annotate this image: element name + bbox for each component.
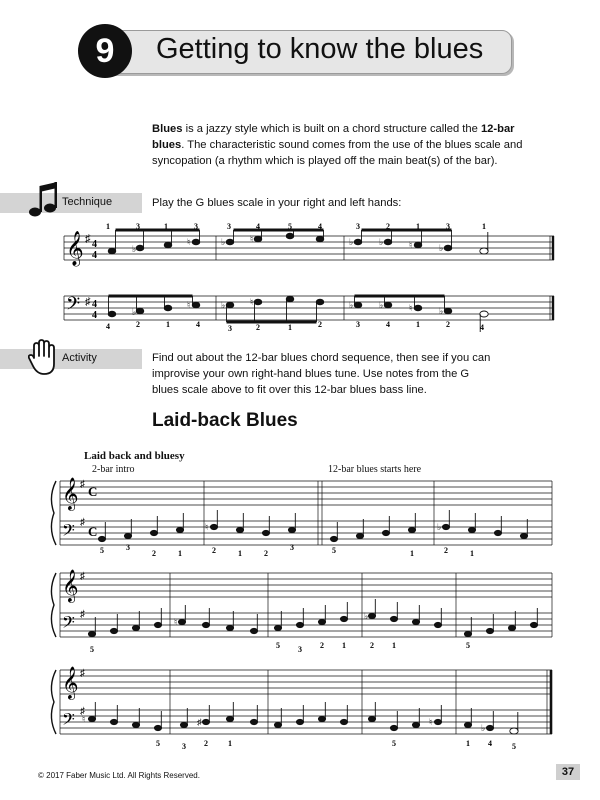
fingering-number: 2 (444, 546, 448, 555)
fingering-number: 2 (446, 320, 450, 329)
fingering-number: 5 (512, 742, 516, 751)
system-1 (60, 481, 552, 545)
svg-text:𝄞: 𝄞 (62, 668, 79, 699)
fingering-number: 3 (136, 222, 140, 231)
svg-text:𝄞: 𝄞 (62, 479, 79, 510)
page-title: Getting to know the blues (156, 33, 484, 65)
page-number: 37 (556, 764, 580, 780)
fingering-number: 2 (204, 739, 208, 748)
key-signature: ♯ (85, 233, 91, 245)
svg-text:𝄢: 𝄢 (62, 711, 75, 733)
svg-text:4: 4 (92, 299, 97, 310)
svg-text:4: 4 (92, 239, 97, 250)
fingering-number: 1 (166, 320, 170, 329)
fingering-number: 2 (136, 320, 140, 329)
fingering-number: 2 (212, 546, 216, 555)
fingering-number: 1 (392, 641, 396, 650)
svg-text:4: 4 (92, 250, 97, 261)
fingering-number: 4 (256, 222, 260, 231)
fingering-number: 2 (152, 549, 156, 558)
svg-text:♮: ♮ (174, 617, 178, 627)
svg-text:♭: ♭ (132, 307, 137, 317)
system-3-notes (88, 702, 518, 734)
fingering-number: 4 (106, 322, 110, 331)
fingering-number: 2 (256, 323, 260, 332)
svg-text:𝄢: 𝄢 (62, 522, 75, 544)
fingering-number: 1 (228, 739, 232, 748)
svg-text:♯: ♯ (80, 668, 85, 679)
fingering-number: 2 (318, 320, 322, 329)
svg-text:♭: ♭ (221, 237, 226, 247)
fingering-number: 3 (356, 222, 360, 231)
fingering-number: 3 (194, 222, 198, 231)
copyright-notice: © 2017 Faber Music Ltd. All Rights Reserved. (38, 771, 200, 780)
svg-text:C: C (88, 484, 98, 499)
svg-text:♯: ♯ (80, 479, 85, 490)
technique-tab-label: Technique (62, 196, 113, 208)
svg-text:♭: ♭ (364, 611, 369, 621)
fingering-number: 3 (126, 543, 130, 552)
chapter-number: 9 (78, 24, 132, 78)
system-2-fingering (90, 641, 470, 654)
svg-text:♭: ♭ (379, 300, 384, 310)
svg-text:♭: ♭ (439, 243, 444, 253)
svg-text:♮: ♮ (187, 237, 191, 247)
svg-text:♭: ♭ (349, 237, 354, 247)
fingering-number: 1 (342, 641, 346, 650)
fingering-number: 1 (238, 549, 242, 558)
fingering-number: 5 (332, 546, 336, 555)
fingering-number: 2 (386, 222, 390, 231)
fingering-number: 5 (392, 739, 396, 748)
svg-text:♮: ♮ (82, 714, 86, 724)
svg-text:𝄞: 𝄞 (62, 571, 79, 602)
fingering-number: 1 (466, 739, 470, 748)
svg-text:♭: ♭ (379, 237, 384, 247)
svg-text:♮: ♮ (409, 240, 413, 250)
bass-clef: 𝄢 (66, 293, 81, 318)
fingering-number: 5 (276, 641, 280, 650)
fingering-number: 2 (264, 549, 268, 558)
fingering-number: 1 (178, 549, 182, 558)
svg-text:♮: ♮ (250, 234, 254, 244)
fingering-number: 4 (196, 320, 200, 329)
svg-text:♭: ♭ (221, 300, 226, 310)
svg-text:♯: ♯ (80, 571, 85, 582)
fingering-number: 1 (288, 323, 292, 332)
svg-text:C: C (88, 524, 98, 539)
fingering-number: 2 (320, 641, 324, 650)
fingering-number: 1 (164, 222, 168, 231)
fingering-number: 1 (106, 222, 110, 231)
activity-text: Find out about the 12-bar blues chord sequence, then see if you can improvise your own right-hand blues tune. Use notes from the G blues scale above to fit over this 12-bar blues bass line. (152, 352, 491, 396)
svg-text:♯: ♯ (85, 296, 91, 308)
fingering-number: 2 (370, 641, 374, 650)
svg-text:𝄢: 𝄢 (62, 614, 75, 636)
fingering-number: 3 (182, 742, 186, 751)
fingering-number: 3 (228, 324, 232, 333)
intro-text-2: . The characteristic sound comes from the use of the blues scale and syncopation (a rhythm which is played off the main beat(s) of the bar). (152, 139, 523, 167)
treble-clef: 𝄞 (66, 232, 84, 265)
activity-tab-label: Activity (62, 352, 97, 364)
term-12-bar-blues: 12-bar blues (152, 123, 515, 151)
fingering-number: 1 (470, 549, 474, 558)
fingering-number: 5 (156, 739, 160, 748)
svg-text:♭: ♭ (481, 723, 486, 733)
svg-text:♭: ♭ (439, 306, 444, 316)
svg-text:4: 4 (92, 310, 97, 321)
fingering-number: 1 (410, 549, 414, 558)
fingering-number: 3 (298, 645, 302, 654)
fingering-number: 1 (416, 320, 420, 329)
svg-text:♮: ♮ (187, 300, 191, 310)
fingering-number: 5 (466, 641, 470, 650)
technique-instruction: Play the G blues scale in your right and left hands: (152, 197, 402, 209)
svg-text:♭: ♭ (437, 522, 442, 532)
fingering-number: 3 (290, 543, 294, 552)
fingering-number: 3 (446, 222, 450, 231)
term-blues: Blues (152, 123, 183, 135)
blues-start-marking: 12-bar blues starts here (328, 464, 422, 475)
svg-text:♯: ♯ (197, 717, 202, 727)
tempo-marking: Laid back and bluesy (84, 450, 185, 462)
fingering-number: 3 (227, 222, 231, 231)
svg-text:♮: ♮ (429, 717, 433, 727)
fingering-number: 4 (318, 222, 322, 231)
piece-title: Laid-back Blues (152, 410, 298, 431)
fingering-number: 4 (488, 739, 492, 748)
svg-text:♮: ♮ (250, 297, 254, 307)
fingering-number: 4 (480, 323, 484, 332)
fingering-number: 5 (288, 222, 292, 231)
fingering-number: 1 (482, 222, 486, 231)
svg-text:♭: ♭ (132, 244, 137, 254)
intro-marking: 2-bar intro (92, 464, 135, 475)
system-3-fingering (156, 739, 516, 751)
svg-text:♮: ♮ (205, 522, 209, 532)
fingering-number: 1 (416, 222, 420, 231)
svg-text:♭: ♭ (349, 300, 354, 310)
svg-text:♯: ♯ (80, 706, 85, 717)
fingering-number: 5 (100, 546, 104, 555)
fingering-number: 4 (386, 320, 390, 329)
intro-text-1: is a jazzy style which is built on a chord structure called the (182, 123, 481, 135)
svg-text:♯: ♯ (80, 609, 85, 620)
svg-text:♮: ♮ (409, 303, 413, 313)
fingering-number: 5 (90, 645, 94, 654)
svg-text:♯: ♯ (80, 517, 85, 528)
fingering-number: 3 (356, 320, 360, 329)
system-1-notes (98, 510, 527, 542)
